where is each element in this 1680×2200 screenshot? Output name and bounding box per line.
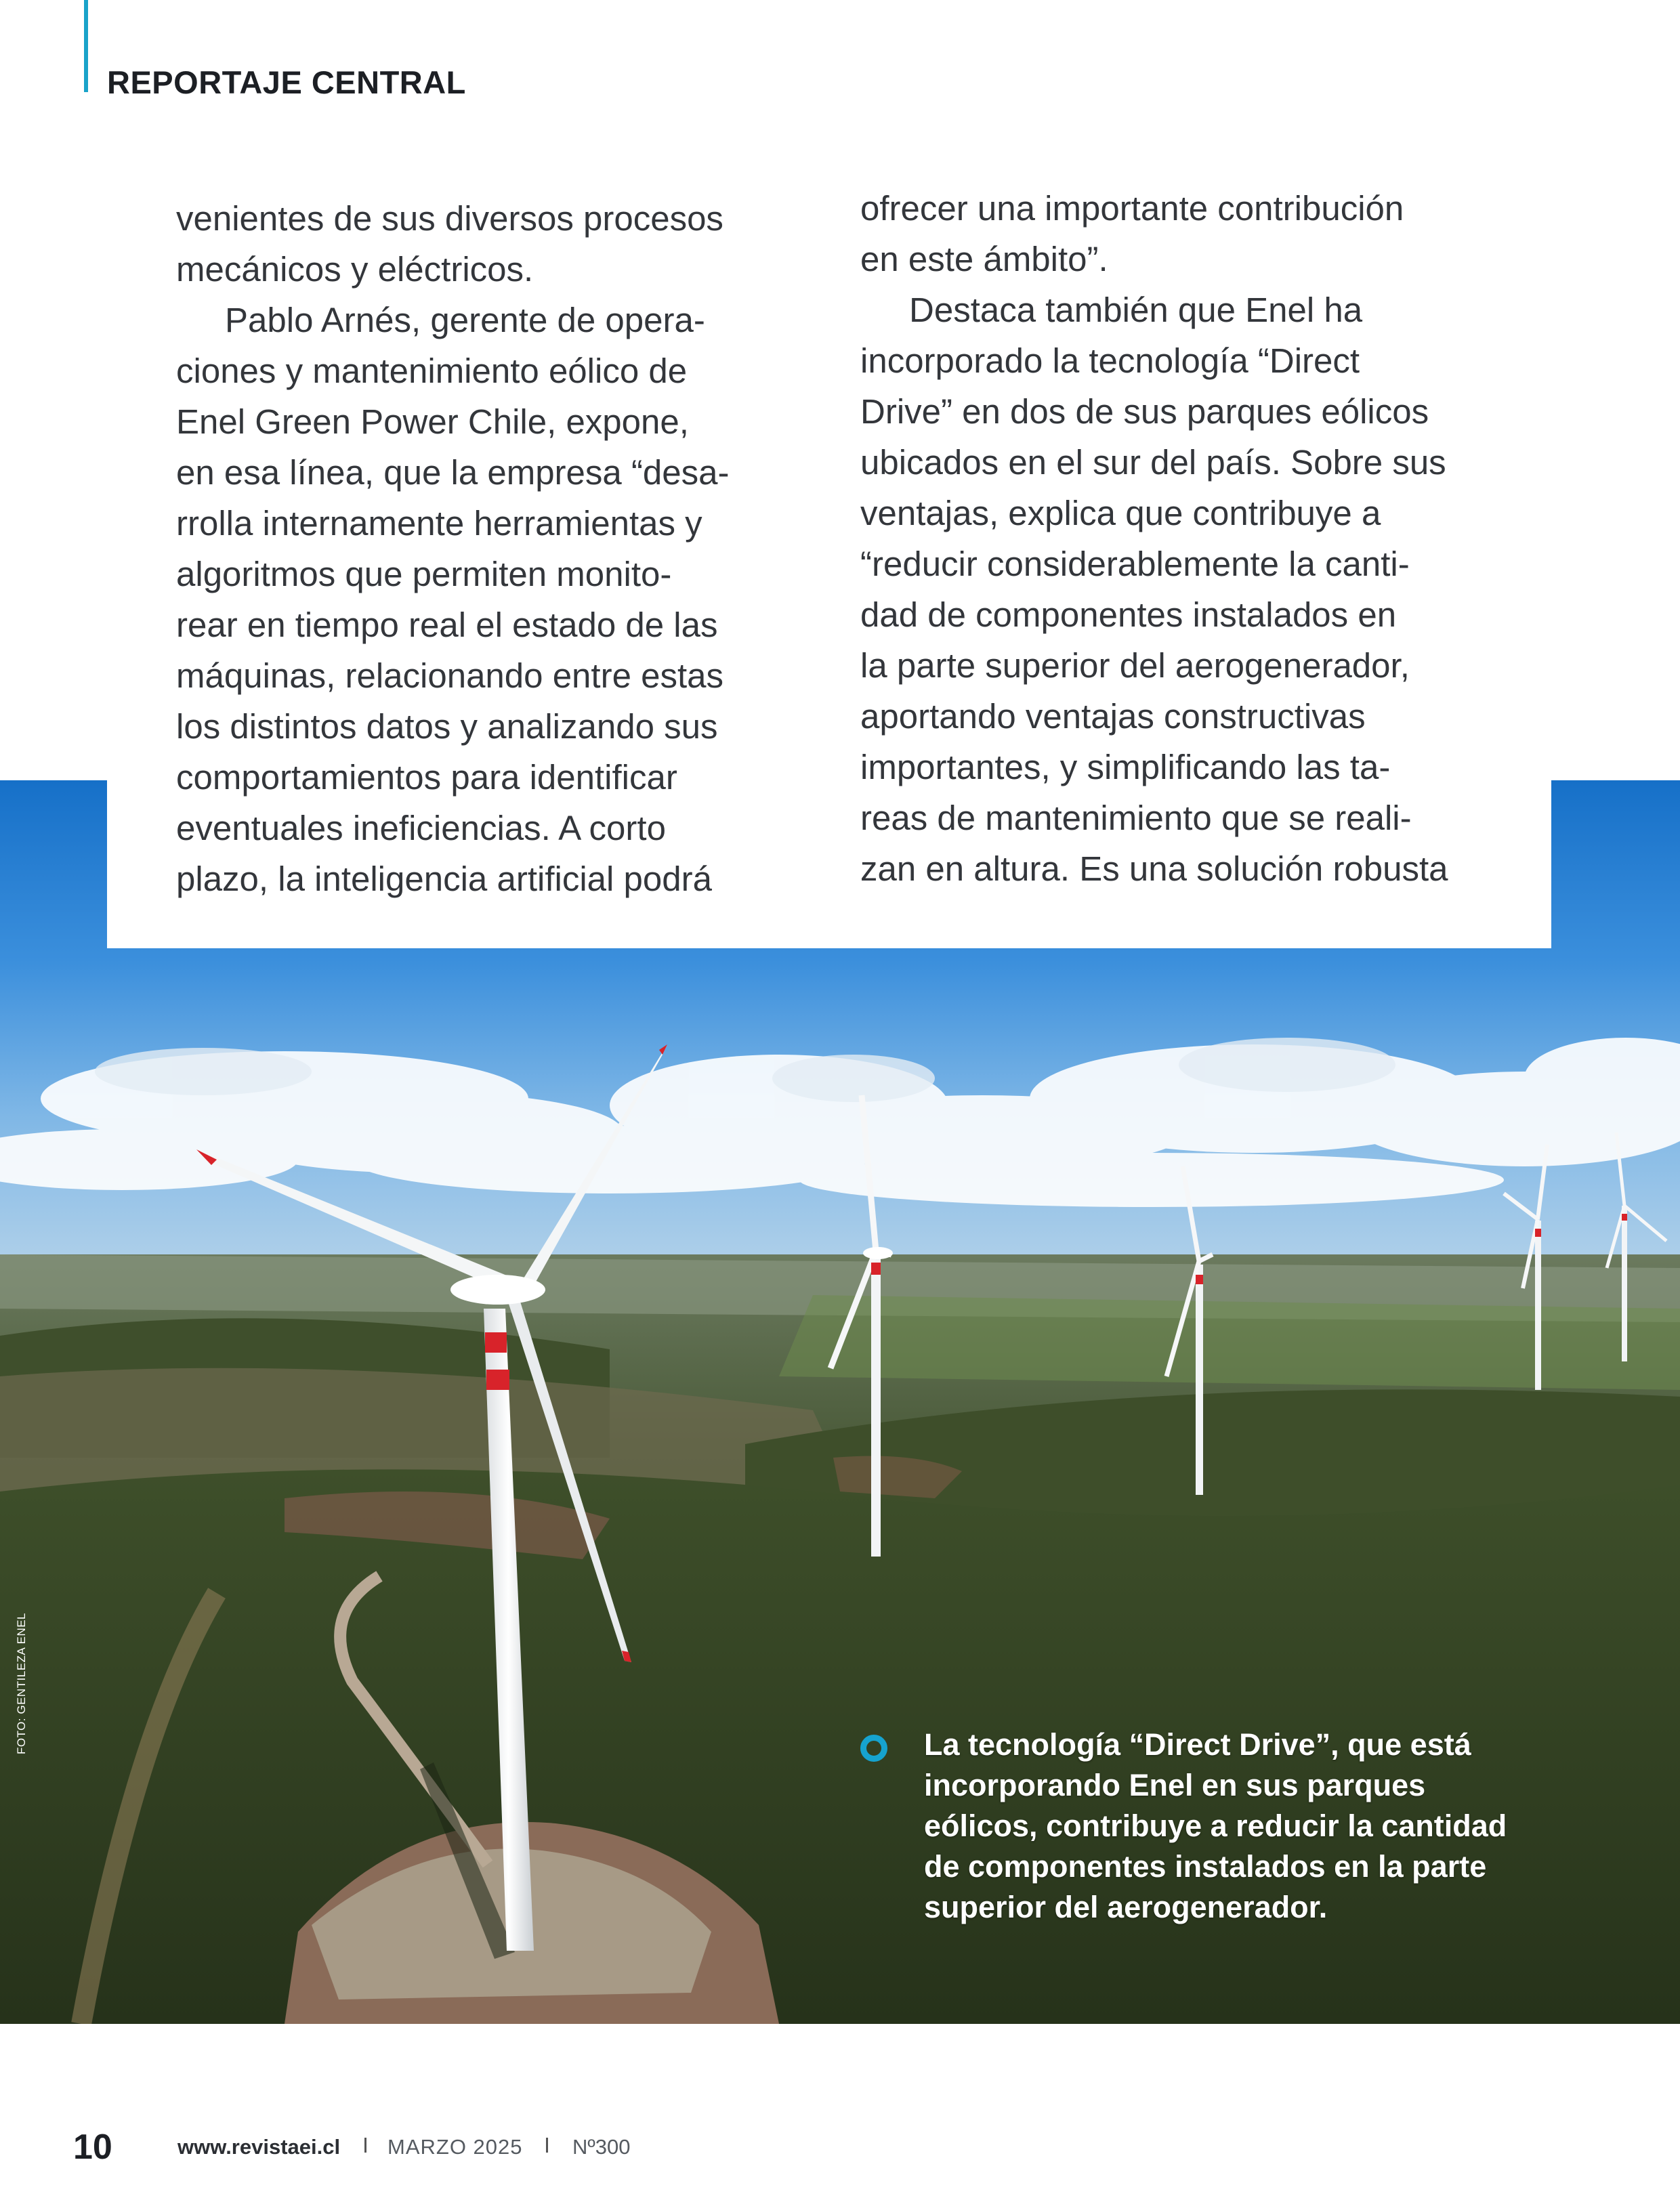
body-line: ubicados en el sur del país. Sobre sus [860, 443, 1446, 482]
body-line: incorporado la tecnología “Direct [860, 341, 1360, 380]
section-accent-bar [84, 0, 88, 92]
caption-line: eólicos, contribuye a reducir la cantidad [924, 1808, 1507, 1843]
body-line: venientes de sus diversos procesos [176, 199, 723, 238]
caption-bullet-icon [860, 1735, 887, 1762]
body-line: ciones y mantenimiento eólico de [176, 352, 688, 390]
footer-divider [364, 2138, 366, 2153]
body-line: Pablo Arnés, gerente de opera- [225, 301, 705, 339]
photo-credit: FOTO: GENTILEZA ENEL [15, 1612, 28, 1754]
body-line: ventajas, explica que contribuye a [860, 494, 1381, 532]
photo-caption [924, 1725, 1507, 1928]
page-number: 10 [73, 2128, 112, 2167]
body-line: “reducir considerablemente la canti- [860, 545, 1410, 583]
caption-line: La tecnología “Direct Drive”, que está [924, 1727, 1471, 1762]
body-line: la parte superior del aerogenerador, [860, 646, 1410, 685]
body-line: mecánicos y eléctricos. [176, 250, 534, 289]
caption-line: de componentes instalados en la parte [924, 1849, 1487, 1884]
caption-line: superior del aerogenerador. [924, 1890, 1328, 1924]
body-line: Enel Green Power Chile, expone, [176, 402, 689, 441]
body-line: zan en altura. Es una solución robusta [860, 849, 1448, 888]
body-line: dad de componentes instalados en [860, 595, 1397, 634]
body-line: rear en tiempo real el estado de las [176, 606, 718, 644]
body-line: en esa línea, que la empresa “desa- [176, 453, 730, 492]
body-line: máquinas, relacionando entre estas [176, 656, 724, 695]
page-footer [0, 2127, 1680, 2167]
body-line: plazo, la inteligencia artificial podrá [176, 860, 712, 898]
issue-number: Nº300 [572, 2135, 631, 2159]
body-line: los distintos datos y analizando sus [176, 707, 718, 746]
body-line: rrolla internamente herramientas y [176, 504, 702, 543]
body-line: comportamientos para identificar [176, 758, 677, 797]
body-line: en este ámbito”. [860, 240, 1108, 278]
body-line: importantes, y simplificando las ta- [860, 748, 1391, 786]
body-line: reas de mantenimiento que se reali- [860, 799, 1412, 837]
body-line: aportando ventajas constructivas [860, 697, 1366, 736]
body-line: algoritmos que permiten monito- [176, 555, 672, 593]
footer-divider [546, 2138, 548, 2153]
website-link[interactable]: www.revistaei.cl [177, 2135, 341, 2159]
article-right-column [860, 183, 1448, 894]
body-line: ofrecer una importante contribución [860, 189, 1404, 228]
section-label: REPORTAJE CENTRAL [107, 64, 466, 100]
article-left-column [176, 193, 730, 904]
body-line: Drive” en dos de sus parques eólicos [860, 392, 1429, 431]
body-line: Destaca también que Enel ha [909, 291, 1363, 329]
body-line: eventuales ineficiencias. A corto [176, 809, 666, 847]
caption-line: incorporando Enel en sus parques [924, 1768, 1426, 1802]
issue-date: MARZO 2025 [387, 2135, 523, 2159]
